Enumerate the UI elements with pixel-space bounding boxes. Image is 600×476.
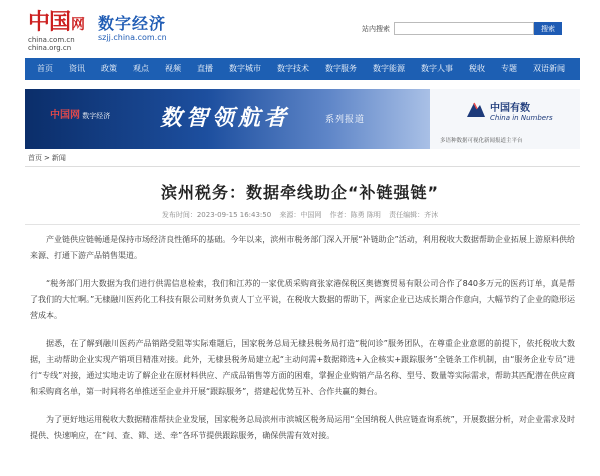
logo-text — [28, 10, 84, 37]
channel-url: szjj.china.com.cn — [98, 33, 167, 42]
main-nav — [25, 58, 580, 80]
search-input[interactable] — [394, 22, 534, 35]
article-paragraph: 产业链供应链畅通是保持市场经济良性循环的基础。今年以来，滨州市税务部门深入开展“补链助企”活动，利用税收大数据帮助企业拓展上游原料供给来源、打通下游产品销售渠道。 — [30, 235, 575, 260]
nav-item[interactable]: 资讯 — [69, 64, 85, 73]
article-editor: 责任编辑：齐沐 — [389, 211, 439, 219]
nav-item[interactable]: 数字人事 — [421, 64, 453, 73]
nav-item[interactable]: 专题 — [501, 64, 517, 73]
article-paragraph: “税务部门用大数据为我们进行供需信息检索，我们和江苏的一家优质采购商张家港保税区奥德赛贸易有限公司合作了840多万元的医药订单，真是帮了我们的大忙啊。”无棣融川医药化工科技有限公司财务负责人丁立平说，在税收大数据的帮助下，两家企业已达成长期合作意向，大幅节约了企业的隐形运营成本。 — [30, 279, 575, 320]
banner-title: 数智领航者 — [160, 105, 291, 131]
nav-item[interactable]: 视频 — [165, 64, 181, 73]
nav-item[interactable]: 数字城市 — [229, 64, 261, 73]
numbers-subtitle: China in Numbers — [490, 114, 553, 122]
article-meta — [0, 210, 600, 220]
nav-item[interactable]: 数字技术 — [277, 64, 309, 73]
logo-domain: china.com.cn china.org.cn — [28, 36, 75, 52]
nav-item[interactable]: 数字服务 — [325, 64, 357, 73]
meta-divider — [25, 224, 580, 225]
banner-logo-text: 数字经济 — [82, 112, 111, 120]
publish-time: 发布时间：2023-09-15 16:43:50 — [161, 211, 272, 219]
article-paragraph: 为了更好地运用税收大数据精准帮扶企业发展，国家税务总局滨州市滨城区税务局运用“全国纳税人供应链查询系统”，开展数据分析，对企业需求及时提供、快速响应，在“问、查、筛、送、牵”各环节提供跟踪服务，确保供需有效对接。 — [30, 415, 575, 440]
nav-item[interactable]: 首页 — [37, 64, 53, 73]
search-button[interactable]: 搜索 — [534, 22, 562, 35]
breadcrumb — [28, 153, 66, 163]
article-source: 来源：中国网 — [279, 211, 322, 219]
article-title: 滨州税务：数据牵线助企“补链强链” — [160, 183, 440, 202]
banner-logo-cn: 中国网 — [50, 110, 80, 121]
channel-title[interactable]: 数字经济 — [98, 14, 167, 33]
nav-item[interactable]: 数字能源 — [373, 64, 405, 73]
logo-net: 网 — [71, 17, 85, 33]
site-logo[interactable] — [28, 9, 85, 52]
numbers-title: 中国有数 — [490, 103, 530, 114]
divider — [25, 166, 580, 167]
numbers-tagline: 多语种数据可视化新闻报道主平台 — [440, 138, 523, 144]
article-paragraph: 据悉，在了解到融川医药产品销路受阻等实际难题后，国家税务总局无棣县税务局打造“税问诊”服务团队，在尊重企业意愿的前提下，依托税收大数据，主动帮助企业实现产销项目精准对接。此外，无棣县税务局建立起“主动问需+数据筛选+入企核实+跟踪服务”全链条工作机制，由“服务企业专员”进行“专线”对接，通过实地走访了解企业在原材料供应、产成品销售等方面的困难，掌握企业购销产品名称、型号、数量等实际需求，帮助其匹配潜在供应商和采购商名单，第一时间将名单推送至企业并开展“跟踪服务”，搭建起优势互补、合作共赢的舞台。 — [30, 339, 575, 396]
nav-item[interactable]: 税收 — [469, 64, 485, 73]
logo-cn: 中国 — [28, 9, 71, 35]
breadcrumb-home[interactable]: 首页 — [28, 154, 42, 162]
banner-logo — [50, 106, 110, 121]
article-body — [30, 232, 575, 456]
article-author: 作者：陈勇 陈明 — [329, 211, 381, 219]
nav-item[interactable]: 观点 — [133, 64, 149, 73]
breadcrumb-separator: > — [44, 154, 50, 162]
nav-item[interactable]: 直播 — [197, 64, 213, 73]
search-area — [362, 22, 562, 35]
site-header — [0, 0, 600, 56]
china-numbers-icon — [465, 99, 487, 121]
search-label: 站内搜索 — [362, 24, 390, 33]
breadcrumb-news[interactable]: 新闻 — [51, 154, 66, 162]
nav-item[interactable]: 政策 — [101, 64, 117, 73]
banner-left[interactable] — [25, 89, 430, 149]
nav-item[interactable]: 双语新闻 — [533, 64, 565, 73]
china-in-numbers-ad[interactable] — [430, 89, 580, 149]
banner-series: 系列报道 — [325, 115, 366, 125]
feature-banner[interactable] — [25, 89, 580, 149]
